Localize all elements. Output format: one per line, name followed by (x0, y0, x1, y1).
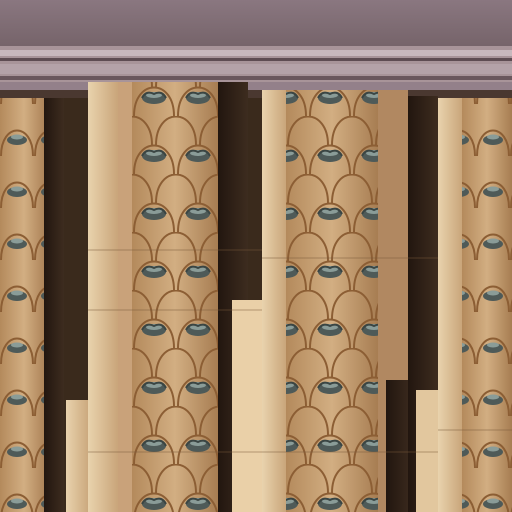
pilaster-center-left (88, 82, 262, 512)
pilaster-center-right (262, 90, 438, 512)
cornice (0, 46, 512, 98)
upper-wall (0, 0, 512, 48)
